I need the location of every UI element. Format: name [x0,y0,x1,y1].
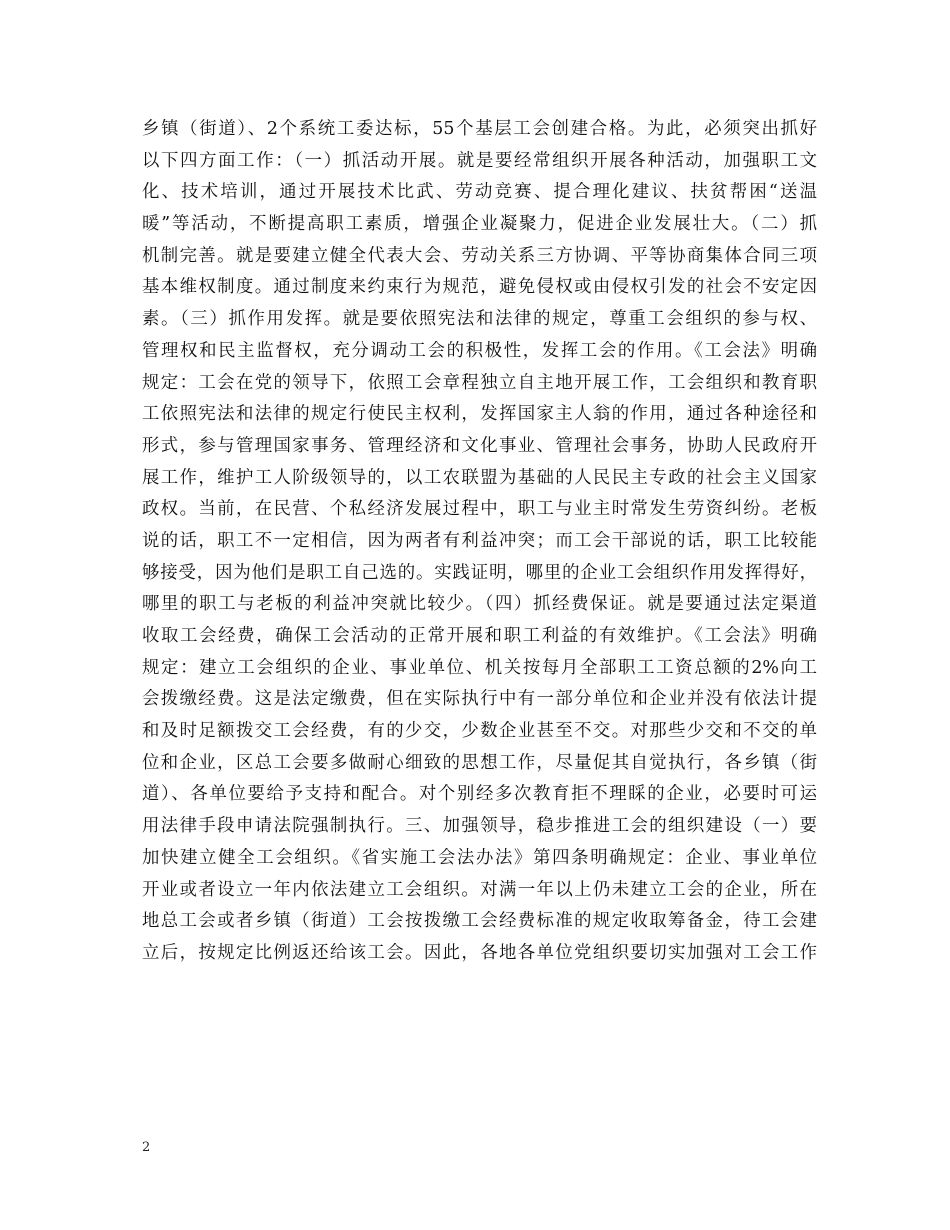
text-line: 立后，按规定比例返还给该工会。因此，各地各单位党组织要切实加强对工会工作 [142,942,817,963]
text-line: 政权。当前，在民营、个私经济发展过程中，职工与业主时常发生劳资纠纷。老板 [142,499,817,520]
text-line: 工依照宪法和法律的规定行使民主权利，发挥国家主人翁的作用，通过各种途径和 [142,404,817,425]
text-line: 够接受，因为他们是职工自己选的。实践证明，哪里的企业工会组织作用发挥得好， [142,562,817,583]
text-line: 暖”等活动，不断提高职工素质，增强企业凝聚力，促进企业发展壮大。（二）抓 [142,214,817,235]
text-line: 规定：建立工会组织的企业、事业单位、机关按每月全部职工工资总额的2%向工 [142,657,817,678]
text-line: 用法律手段申请法院强制执行。三、加强领导，稳步推进工会的组织建设（一）要 [142,816,817,837]
text-line: 素。（三）抓作用发挥。就是要依照宪法和法律的规定，尊重工会组织的参与权、 [142,309,817,330]
text-line: 基本维权制度。通过制度来约束行为规范，避免侵权或由侵权引发的社会不安定因 [142,277,817,298]
text-line: 会拨缴经费。这是法定缴费，但在实际执行中有一部分单位和企业并没有依法计提 [142,689,817,710]
text-line: 规定：工会在党的领导下，依照工会章程独立自主地开展工作，工会组织和教育职 [142,372,817,393]
text-line: 地总工会或者乡镇（街道）工会按拨缴工会经费标准的规定收取筹备金，待工会建 [142,911,817,932]
text-line: 哪里的职工与老板的利益冲突就比较少。（四）抓经费保证。就是要通过法定渠道 [142,594,817,615]
text-line: 位和企业，区总工会要多做耐心细致的思想工作，尽量促其自觉执行，各乡镇（街 [142,752,817,773]
text-line: 道）、各单位要给予支持和配合。对个别经多次教育拒不理睬的企业，必要时可运 [142,784,817,805]
text-line: 加快建立健全工会组织。《省实施工会法办法》第四条明确规定：企业、事业单位 [142,847,817,868]
text-line: 乡镇（街道）、2个系统工委达标，55个基层工会创建合格。为此，必须突出抓好 [142,119,817,139]
text-line: 以下四方面工作：（一）抓活动开展。就是要经常组织开展各种活动，加强职工文 [142,150,817,171]
text-line: 和及时足额拨交工会经费，有的少交，少数企业甚至不交。对那些少交和不交的单 [142,721,817,742]
text-line: 机制完善。就是要建立健全代表大会、劳动关系三方协调、平等协商集体合同三项 [142,245,817,266]
text-line: 收取工会经费，确保工会活动的正常开展和职工利益的有效维护。《工会法》明确 [142,626,817,646]
text-line: 形式，参与管理国家事务、管理经济和文化事业、管理社会事务，协助人民政府开 [142,435,817,456]
text-line: 化、技术培训，通过开展技术比武、劳动竞赛、提合理化建议、扶贫帮困“送温 [142,182,817,203]
text-line: 展工作，维护工人阶级领导的，以工农联盟为基础的人民民主专政的社会主义国家 [142,467,817,488]
body-paragraph [142,114,817,970]
text-line: 说的话，职工不一定相信，因为两者有利益冲突；而工会干部说的话，职工比较能 [142,530,817,551]
text-line: 管理权和民主监督权，充分调动工会的积极性，发挥工会的作用。《工会法》明确 [142,340,817,361]
page-number: 2 [142,1140,151,1155]
text-line: 开业或者设立一年内依法建立工会组织。对满一年以上仍未建立工会的企业，所在 [142,879,817,900]
